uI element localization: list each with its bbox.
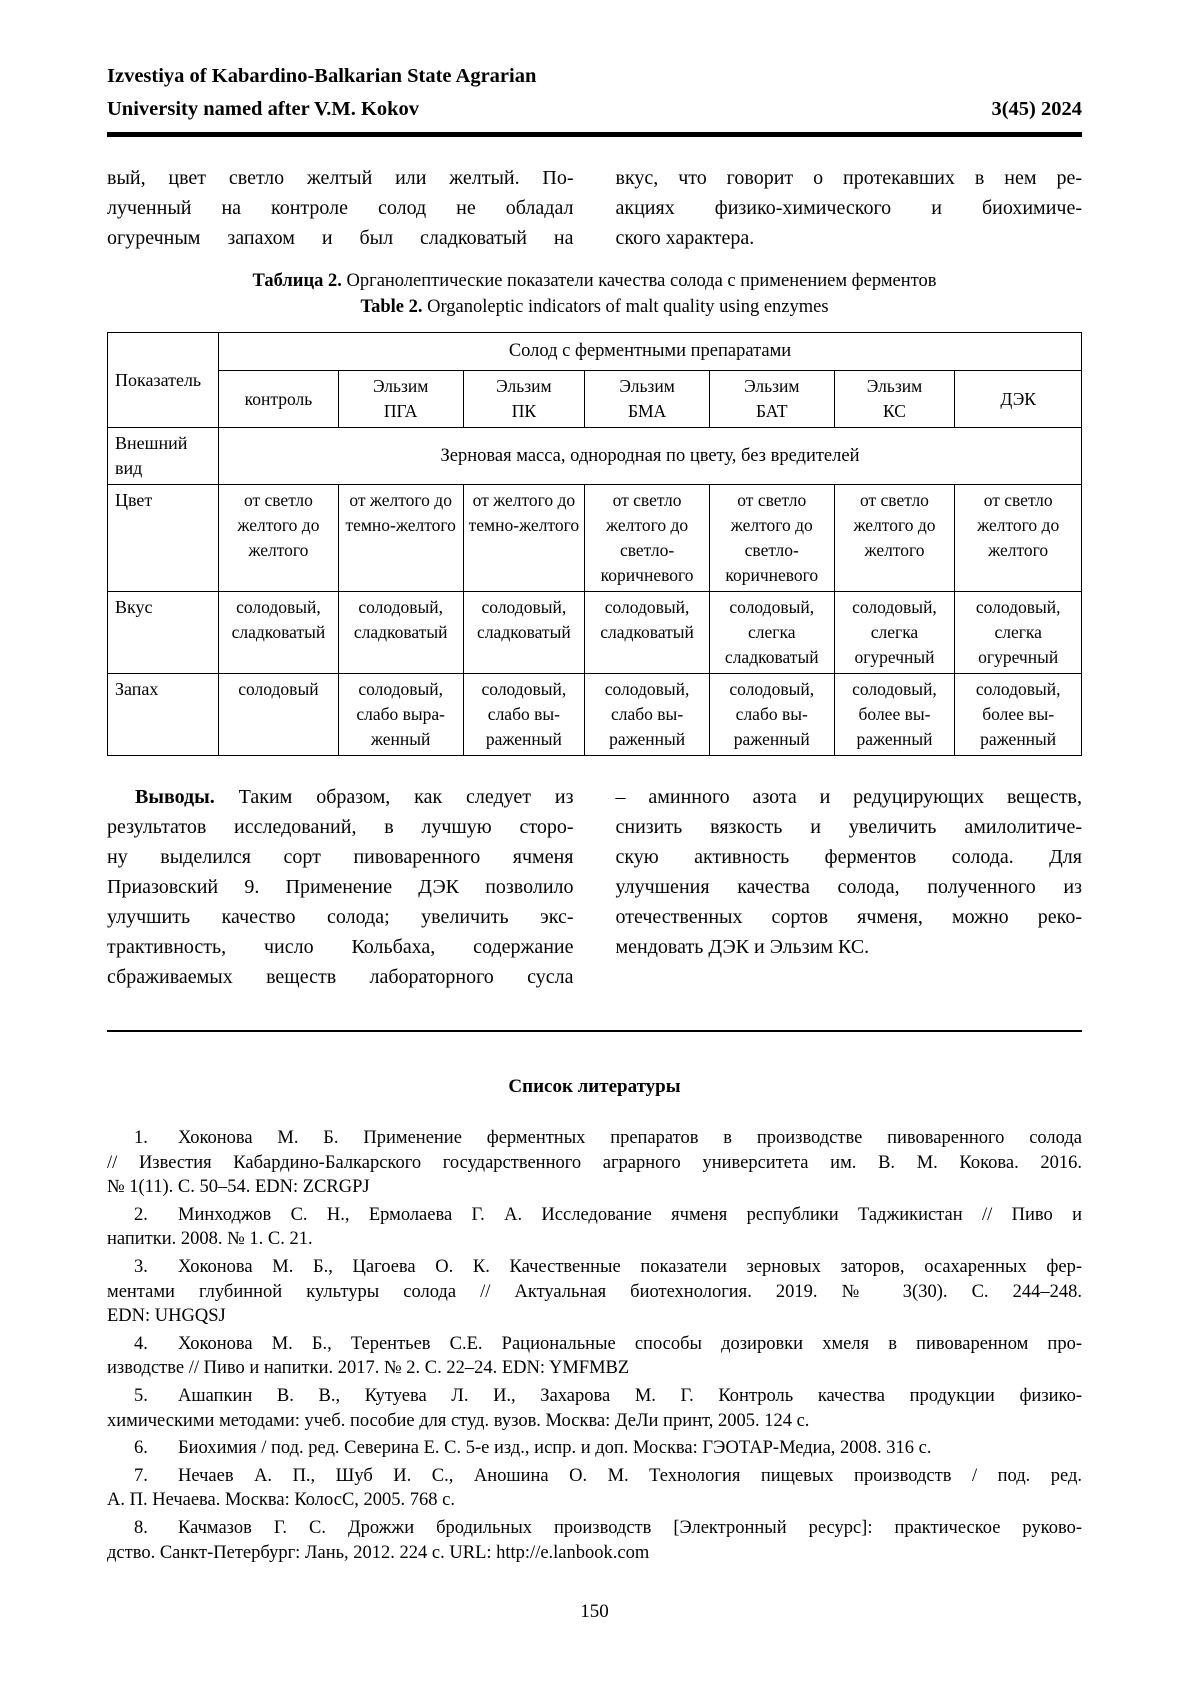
table-cell: солодовый, более выраженный: [955, 674, 1082, 756]
reference-item-5: [107, 1384, 1082, 1433]
table-caption-ru-text: Органолептические показатели качества солода с применением ферментов: [346, 271, 937, 291]
table-row-taste: [108, 592, 1082, 674]
reference-line: напитки. 2008. № 1. С. 21.: [107, 1229, 313, 1250]
table-caption-en-label: Table 2.: [360, 297, 423, 317]
column-header-text: Эльзим: [619, 376, 675, 396]
text-line: Приазовский 9. Применение ДЭК позволило: [107, 876, 574, 898]
column-header-text: Эльзим: [866, 376, 923, 396]
reference-text: Качмазов Г. С. Дрожжи бродильных производств [Электронный ресурс]: практическое руково-: [178, 1517, 1082, 1538]
appearance-value: Зерновая масса, однородная по цвету, без вредителей: [219, 428, 1082, 485]
table-cell: от светло желтого до желтого: [834, 485, 955, 592]
text-line: ского характера.: [615, 227, 755, 249]
reference-line: А. П. Нечаева. Москва: КолосС, 2005. 768 с.: [107, 1490, 456, 1511]
reference-line: [107, 1332, 1082, 1357]
journal-masthead: [107, 60, 1082, 126]
column-header-text: БАТ: [755, 401, 788, 421]
reference-text: Ашапкин В. В., Кутуева Л. И., Захарова М. Г. Контроль качества продукции физико-: [178, 1385, 1082, 1406]
reference-item-8: [107, 1516, 1082, 1565]
reference-text: Хоконова М. Б. Применение ферментных препаратов в производстве пивоваренного солода: [178, 1128, 1082, 1148]
column-header-elzim-bat: [709, 371, 834, 428]
table-cell: солодовый, слегка сладковатый: [709, 592, 834, 674]
table-col1-header: Показатель: [108, 333, 219, 428]
reference-item-3: [107, 1255, 1082, 1329]
intro-right-column: [616, 163, 1083, 253]
table-cell: от светло желтого до желтого: [955, 485, 1082, 592]
reference-number: 6.: [134, 1438, 148, 1459]
reference-line: № 1(11). С. 50–54. EDN: ZCRGPJ: [107, 1177, 370, 1198]
reference-line: [107, 1464, 1082, 1489]
reference-line: [107, 1126, 1082, 1151]
column-header-text: контроль: [244, 388, 313, 409]
reference-line: ментами глубинной культуры солода // Актуальная биотехнология. 2019. № 3(30). С. 244–248.: [107, 1281, 1082, 1302]
reference-item-4: [107, 1332, 1082, 1381]
reference-line: химическими методами: учеб. пособие для студ. вузов. Москва: ДеЛи принт, 2005. 124 с.: [107, 1410, 810, 1431]
reference-number: 7.: [134, 1465, 148, 1486]
row-label-appearance: Внешний вид: [108, 428, 219, 485]
text-line: трактивность, число Кольбаха, содержание: [107, 936, 574, 958]
results-table: [107, 332, 1082, 756]
reference-line: [107, 1203, 1082, 1228]
row-label-taste: Вкус: [108, 592, 219, 674]
table-cell: солодовый, слегка огуречный: [834, 592, 955, 674]
reference-line: [107, 1255, 1082, 1280]
table-caption: [107, 268, 1082, 320]
reference-line: [107, 1516, 1082, 1541]
table-cell: от светло желтого до светло-коричневого: [709, 485, 834, 592]
references-heading: Список литературы: [508, 1076, 681, 1097]
reference-number: 2.: [134, 1204, 148, 1225]
journal-title: [107, 60, 536, 126]
reference-text: Хоконова М. Б., Терентьев С.Е. Рациональные способы дозировки хмеля в пивоваренном про-: [178, 1333, 1082, 1354]
reference-line: // Известия Кабардино-Балкарского государственного аграрного университета им. В. М. Кокова. 2016.: [107, 1152, 1082, 1173]
column-header-text: БМА: [627, 401, 667, 421]
reference-item-7: [107, 1464, 1082, 1513]
reference-item-6: [107, 1436, 1082, 1461]
table-cell: солодовый, сладковатый: [463, 592, 585, 674]
reference-number: 8.: [134, 1517, 148, 1538]
intro-left-column: [107, 163, 574, 253]
reference-number: 1.: [134, 1128, 148, 1148]
table-caption-en-text: Organoleptic indicators of malt quality using enzymes: [427, 297, 829, 317]
text-line: акциях физико-химического и биохимиче-: [615, 197, 1082, 219]
column-header-elzim-pga: [338, 371, 463, 428]
conclusions-columns: [107, 782, 1082, 992]
section-divider: [107, 1030, 1082, 1032]
text-line: улучшения качества солода, полученного из: [615, 876, 1082, 898]
masthead-rule: [107, 132, 1082, 137]
reference-line: [107, 1384, 1082, 1409]
reference-item-2: [107, 1203, 1082, 1252]
text-line: лученный на контроле солод не обладал: [107, 197, 574, 219]
journal-title-line2: University named after V.M. Kokov: [107, 98, 420, 120]
row-label-smell: Запах: [108, 674, 219, 756]
column-header-elzim-bma: [585, 371, 710, 428]
column-header-elzim-ks: [834, 371, 955, 428]
reference-number: 5.: [134, 1385, 148, 1406]
text-line: отечественных сортов ячменя, можно реко-: [615, 906, 1082, 928]
table-header-row-group: [108, 333, 1082, 371]
text-line: скую активность ферментов солода. Для: [615, 846, 1082, 868]
table-cell: солодовый, сладковатый: [338, 592, 463, 674]
column-header-text: КС: [883, 401, 906, 421]
reference-line: [107, 1436, 1082, 1461]
reference-text: Биохимия / под. ред. Северина Е. С. 5-е изд., испр. и доп. Москва: ГЭОТАР-Медиа, 2008. 316 с.: [178, 1438, 932, 1459]
table-cell: солодовый, слабо выраженный: [338, 674, 463, 756]
table-caption-ru-label: Таблица 2.: [252, 271, 342, 291]
reference-text: Нечаев А. П., Шуб И. С., Аношина О. М. Технология пищевых производств / под. ред.: [178, 1465, 1082, 1486]
reference-text: Хоконова М. Б., Цагоева О. К. Качественные показатели зерновых заторов, осахаренных фер-: [178, 1256, 1082, 1277]
table-cell: солодовый, слегка огуречный: [955, 592, 1082, 674]
conclusions-right-column: [616, 782, 1083, 992]
table-caption-en: [107, 294, 1082, 320]
conclusions-lead-rest: Таким образом, как следует из: [238, 786, 574, 808]
issue-number: 3(45) 2024: [991, 98, 1082, 120]
table-cell: от желтого до темно-желтого: [338, 485, 463, 592]
reference-item-1: [107, 1126, 1082, 1200]
column-header-text: ПГА: [383, 401, 418, 421]
reference-line: EDN: UHGQSJ: [107, 1306, 226, 1327]
conclusions-left-column: [107, 782, 574, 992]
text-line: вкус, что говорит о протекавших в нем ре-: [615, 167, 1082, 189]
intro-columns: [107, 163, 1082, 253]
references-list: [107, 1126, 1082, 1565]
table-row-color: [108, 485, 1082, 592]
text-line: [107, 782, 574, 812]
table-row-smell: [108, 674, 1082, 756]
table-group-header: Солод с ферментными препаратами: [219, 333, 1082, 371]
text-line: ну выделился сорт пивоваренного ячменя: [107, 846, 574, 868]
page-number: 150: [580, 1601, 609, 1623]
reference-number: 3.: [134, 1256, 148, 1277]
reference-text: Минходжов С. Н., Ермолаева Г. А. Исследование ячменя республики Таджикистан // Пиво и: [178, 1204, 1082, 1225]
reference-line: дство. Санкт-Петербург: Лань, 2012. 224 с. URL: http://e.lanbook.com: [107, 1542, 650, 1563]
table-header-row-columns: [108, 371, 1082, 428]
text-line: сбраживаемых веществ лабораторного сусла: [107, 966, 574, 988]
text-line: улучшить качество солода; увеличить экс-: [107, 906, 574, 928]
reference-number: 4.: [134, 1333, 148, 1354]
reference-line: изводстве // Пиво и напитки. 2017. № 2. С. 22–24. EDN: YMFMBZ: [107, 1358, 630, 1379]
text-line: – аминного азота и редуцирующих веществ,: [615, 786, 1082, 808]
table-caption-ru: [107, 268, 1082, 294]
column-header-dek: [955, 371, 1082, 428]
table-cell: солодовый, слабо выраженный: [709, 674, 834, 756]
table-cell: солодовый: [219, 674, 339, 756]
column-header-elzim-pk: [463, 371, 585, 428]
column-header-text: Эльзим: [496, 376, 552, 396]
text-line: мендовать ДЭК и Эльзим КС.: [615, 936, 870, 958]
table-cell: от светло желтого до светло-коричневого: [585, 485, 710, 592]
conclusions-lead: Выводы.: [135, 786, 215, 808]
table-row-appearance: [108, 428, 1082, 485]
column-header-text: Эльзим: [372, 376, 429, 396]
table-cell: солодовый, сладковатый: [585, 592, 710, 674]
column-header-control: [219, 371, 339, 428]
table-cell: солодовый, сладковатый: [219, 592, 339, 674]
table-cell: от желтого до темно-желтого: [463, 485, 585, 592]
table-cell: солодовый, более выраженный: [834, 674, 955, 756]
text-line: результатов исследований, в лучшую сторо-: [107, 816, 574, 838]
column-header-text: ДЭК: [1000, 388, 1036, 409]
column-header-text: Эльзим: [744, 376, 800, 396]
text-line: огуречным запахом и был сладковатый на: [107, 227, 574, 249]
table-cell: солодовый, слабо выраженный: [585, 674, 710, 756]
table-cell: от светло желтого до желтого: [219, 485, 339, 592]
text-line: снизить вязкость и увеличить амилолитиче-: [615, 816, 1082, 838]
journal-title-line1: Izvestiya of Kabardino-Balkarian State Agrarian: [107, 65, 537, 87]
table-cell: солодовый, слабо выраженный: [463, 674, 585, 756]
text-line: вый, цвет светло желтый или желтый. По-: [107, 167, 574, 189]
column-header-text: ПК: [511, 401, 537, 421]
row-label-color: Цвет: [108, 485, 219, 592]
